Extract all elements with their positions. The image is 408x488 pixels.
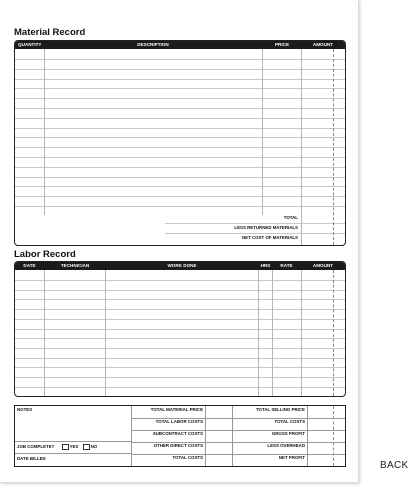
- total-row-line: [165, 233, 345, 234]
- total-material-price-label: TOTAL MATERIAL PRICE: [150, 407, 203, 412]
- less-overhead-label: LESS OVERHEAD: [267, 443, 305, 448]
- col-divider: [105, 270, 106, 396]
- labor-table-header: [15, 262, 345, 270]
- material-record-title: Material Record: [14, 27, 86, 38]
- material-row-line: [15, 167, 345, 168]
- row-line: [15, 453, 131, 454]
- material-row-line: [15, 128, 345, 129]
- job-complete-label: JOB COMPLETE?: [17, 444, 55, 450]
- labor-row-line: [15, 367, 345, 368]
- header-hrs: HRS: [260, 263, 271, 268]
- col-divider: [262, 49, 263, 215]
- col-divider: [258, 270, 259, 396]
- gross-profit-label: GROSS PROFIT: [271, 431, 305, 436]
- date-billed-label: DATE BILLED: [17, 456, 46, 461]
- subcontract-costs-label: SUBCONTRACT COSTS: [152, 431, 203, 436]
- labor-row-line: [15, 319, 345, 320]
- material-row-line: [15, 118, 345, 119]
- no-label: NO: [90, 444, 98, 450]
- labor-row-line: [15, 280, 345, 281]
- header-work-done: WORK DONE: [167, 263, 197, 268]
- material-row-line: [15, 59, 345, 60]
- net-cost-label: NET COST OF MATERIALS: [241, 235, 298, 240]
- header-technician: TECHNICIAN: [60, 263, 90, 268]
- material-table: [14, 40, 346, 246]
- notes-label: NOTES: [17, 407, 33, 412]
- col-divider: [307, 406, 308, 466]
- labor-row-line: [15, 377, 345, 378]
- material-total-label: TOTAL: [283, 215, 298, 220]
- header-date: DATE: [23, 263, 36, 268]
- header-rate: RATE: [280, 263, 293, 268]
- total-labor-costs-label: TOTAL LABOR COSTS: [155, 419, 203, 424]
- header-amount: AMOUNT: [312, 42, 334, 47]
- row-line: [15, 441, 131, 442]
- labor-record-title: Labor Record: [14, 249, 76, 260]
- material-row-line: [15, 196, 345, 197]
- back-label: BACK: [380, 460, 408, 471]
- labor-table: [14, 261, 346, 397]
- labor-row-line: [15, 299, 345, 300]
- total-costs-label: TOTAL COSTS: [172, 455, 203, 460]
- col-divider: [205, 406, 206, 466]
- total-selling-price-label: TOTAL SELLING PRICE: [255, 407, 305, 412]
- total-row-line: [165, 223, 345, 224]
- cents-divider: [333, 49, 334, 245]
- header-description: DESCRIPTION: [137, 42, 169, 47]
- yes-checkbox[interactable]: [62, 444, 69, 450]
- yes-label: YES: [69, 444, 79, 450]
- header-amount: AMOUNT: [312, 263, 334, 268]
- labor-row-line: [15, 329, 345, 330]
- header-price: PRICE: [274, 42, 290, 47]
- col-divider: [44, 270, 45, 396]
- cents-divider: [333, 270, 334, 396]
- header-quantity: QUANTITY: [18, 42, 42, 47]
- material-row-line: [15, 206, 345, 207]
- col-divider: [301, 49, 302, 245]
- material-row-line: [15, 177, 345, 178]
- material-row-line: [15, 88, 345, 89]
- total-costs-right-label: TOTAL COSTS: [274, 419, 305, 424]
- labor-row-line: [15, 338, 345, 339]
- material-table-header: [15, 41, 345, 49]
- summary-table: [14, 405, 346, 467]
- col-divider: [301, 270, 302, 396]
- labor-row-line: [15, 387, 345, 388]
- material-row-line: [15, 186, 345, 187]
- material-row-line: [15, 137, 345, 138]
- material-row-line: [15, 98, 345, 99]
- col-divider: [272, 270, 273, 396]
- col-divider: [44, 49, 45, 215]
- cents-divider: [333, 406, 334, 466]
- material-row-line: [15, 69, 345, 70]
- other-direct-costs-label: OTHER DIRECT COSTS: [153, 443, 203, 448]
- net-profit-label: NET PROFIT: [278, 455, 305, 460]
- labor-row-line: [15, 290, 345, 291]
- no-checkbox[interactable]: [83, 444, 90, 450]
- labor-row-line: [15, 348, 345, 349]
- material-row-line: [15, 79, 345, 80]
- job-complete-row: [17, 444, 97, 450]
- material-row-line: [15, 108, 345, 109]
- labor-row-line: [15, 309, 345, 310]
- material-row-line: [15, 157, 345, 158]
- less-returned-label: LESS RETURNED MATERIALS: [234, 225, 298, 230]
- material-row-line: [15, 147, 345, 148]
- labor-row-line: [15, 358, 345, 359]
